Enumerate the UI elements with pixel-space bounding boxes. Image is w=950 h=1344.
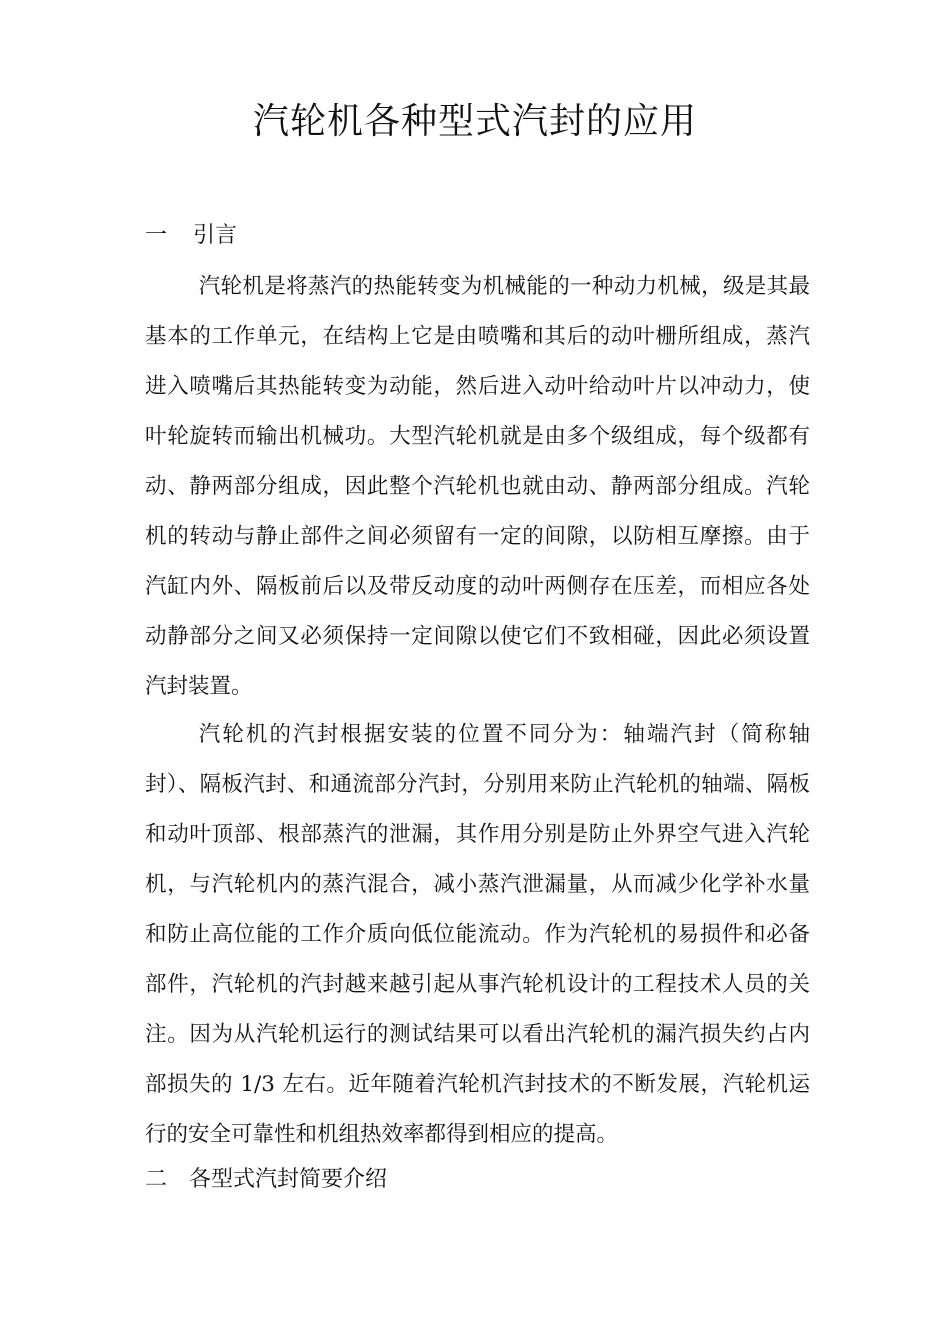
section-heading-seal-types [145,1165,387,1195]
document-title: 汽轮机各种型式汽封的应用 [252,101,697,142]
paragraph: 汽轮机是将蒸汽的热能转变为机械能的一种动力机械，级是其最基本的工作单元，在结构上它是由喷嘴和其后的动叶栅所组成，蒸汽进入喷嘴后其热能转变为动能，然后进入动叶给动叶片以冲动力，使叶轮旋转而输出机械功。大型汽轮机就是由多个级组成，每个级都有动、静两部分组成，因此整个汽轮机也就由动、静两部分组成。汽轮机的转动与静止部件之间必须留有一定的间隙，以防相互摩擦。由于汽缸内外、隔板前后以及带反动度的动叶两侧存在压差，而相应各处动静部分之间又必须保持一定间隙以使它们不致相碰，因此必须设置汽封装置。 [145,274,810,699]
section-heading-introduction [145,221,237,251]
section-heading-text: 引言 [193,223,238,248]
section-number: 二 [145,1167,168,1192]
section-heading-text: 各型式汽封简要介绍 [189,1167,388,1192]
section-number: 一 [145,223,168,248]
paragraph: 汽轮机的汽封根据安装的位置不同分为：轴端汽封（简称轴封）、隔板汽封、和通流部分汽封，分别用来防止汽轮机的轴端、隔板和动叶顶部、根部蒸汽的泄漏，其作用分别是防止外界空气进入汽轮机，与汽轮机内的蒸汽混合，减小蒸汽泄漏量，从而减少化学补水量和防止高位能的工作介质向低位能流动。作为汽轮机的易损件和必备部件，汽轮机的汽封越来越引起从事汽轮机设计的工程技术人员的关注。因为从汽轮机运行的测试结果可以看出汽轮机的漏汽损失约占内部损失的 1/3 左右。近年随着汽轮机汽封技术的不断发展，汽轮机运行的安全可靠性和机组热效率都得到相应的提高。 [145,722,810,1147]
